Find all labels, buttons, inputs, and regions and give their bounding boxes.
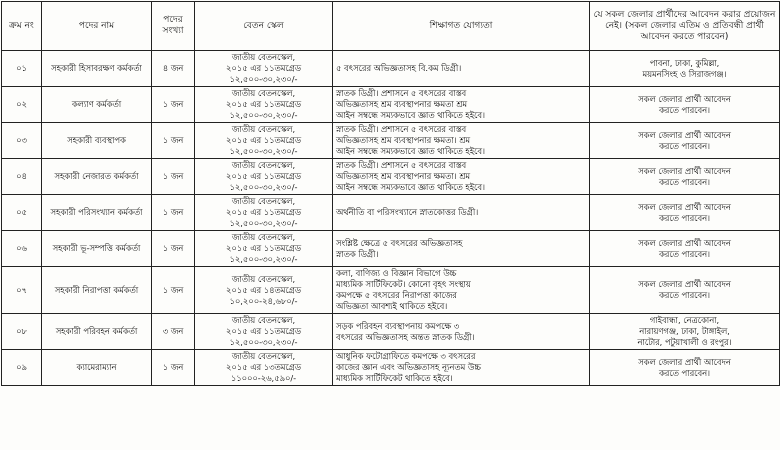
post-count-cell: ১ জন — [152, 267, 195, 314]
post-name-cell: সহকারী পরিবহন কর্মকর্তা — [42, 314, 152, 350]
table-header-row — [2, 2, 780, 51]
qualification-line: আইন সম্বন্ধে সম্যকভাবে জ্ঞাত থাকিতে হইবে। — [336, 110, 485, 120]
scale-line: জাতীয় বেতনস্কেল, — [231, 232, 296, 242]
district-line: করতে পারবেন। — [658, 212, 711, 223]
header-post-name: পদের নাম — [42, 2, 152, 51]
pay-scale-cell — [195, 195, 333, 231]
post-count-cell: ১ জন — [152, 87, 195, 123]
table-row — [2, 195, 780, 231]
scale-line: ২০১৫ এর ১১তমগ্রেড — [226, 326, 301, 336]
pay-scale-cell — [195, 314, 333, 350]
qualification-line: কাজের জ্ঞান এবং অভিজ্ঞতাসহ ন্যূনতম উচ্চ — [336, 362, 481, 372]
pay-scale-cell — [195, 123, 333, 159]
district-line: করতে পারবেন। — [658, 290, 711, 300]
post-name-cell: সহকারী নেজারত কর্মকর্তা — [42, 159, 152, 195]
scale-line: জাতীয় বেতনস্কেল, — [231, 351, 296, 361]
qualification-cell — [333, 159, 590, 195]
post-name-cell: সহকারী হিসাবরক্ষণ কর্মকর্তা — [42, 51, 152, 87]
header-serial: ক্রম নং — [2, 2, 42, 51]
post-count-cell: ৩ জন — [152, 314, 195, 350]
scale-line: ১১০০০-২৬,৫৯০/- — [230, 373, 297, 383]
post-name-cell: কল্যাণ কর্মকর্তা — [42, 87, 152, 123]
scale-line: ২০১৫ এর ১১তমগ্রেড — [226, 243, 301, 253]
qualification-line: স্নাতক ডিগ্রী। প্রশাসনে ৫ বৎসরের বাস্তব — [336, 160, 467, 170]
district-line: নারায়ণগঞ্জ, ঢাকা, টাঙ্গাইল, — [639, 326, 730, 336]
district-cell — [590, 267, 780, 314]
table-row — [2, 314, 780, 350]
scale-line: জাতীয় বেতনস্কেল, — [231, 88, 296, 98]
pay-scale-cell — [195, 159, 333, 195]
scale-line: ১২,৫০০-৩০,২৩০/- — [229, 110, 298, 120]
qualification-line: অভিজ্ঞতা আবশ্যই থাকিতে হইবে। — [336, 301, 448, 311]
district-cell — [590, 51, 780, 87]
serial-cell: ০৩ — [2, 123, 42, 159]
pay-scale-cell — [195, 51, 333, 87]
qualification-line: আধুনিক ফটোগ্রাফিতে কমপক্ষে ৩ বৎসরের — [336, 351, 476, 361]
scale-line: জাতীয় বেতনস্কেল, — [231, 160, 296, 170]
qualification-line: বৎসরের অভিজ্ঞতাসহ অন্তত স্নাতক ডিগ্রী। — [336, 331, 475, 342]
district-cell — [590, 231, 780, 267]
serial-cell: ০৬ — [2, 231, 42, 267]
qualification-line: কলা, বাণিজ্য ও বিজ্ঞান বিভাগে উচ্চ — [336, 268, 457, 278]
qualification-line: অর্থনীতি বা পরিসংখ্যানে স্নাতকোত্তর ডিগ্রী। — [336, 207, 479, 217]
district-cell — [590, 123, 780, 159]
district-line: করতে পারবেন। — [658, 176, 711, 187]
district-line: করতে পারবেন। — [658, 367, 711, 378]
qualification-line: মাধ্যমিক সার্টিফিকেট থাকিতে হইবে। — [336, 373, 453, 383]
scale-line: জাতীয় বেতনস্কেল, — [231, 52, 296, 62]
district-cell — [590, 314, 780, 350]
district-line: সকল জেলার প্রার্থী আবেদন — [638, 356, 731, 367]
district-line: সকল জেলার প্রার্থী আবেদন — [638, 129, 731, 140]
district-line: করতে পারবেন। — [658, 248, 711, 259]
scale-line: ২০১৫ এর ১১তমগ্রেড — [226, 99, 301, 109]
scale-line: ১২,৫০০-৩০,২৩০/- — [229, 146, 298, 156]
qualification-line: স্নাতক ডিগ্রী। — [336, 248, 379, 259]
district-line: সকল জেলার প্রার্থী আবেদন — [638, 165, 731, 176]
post-count-cell: ১ জন — [152, 195, 195, 231]
post-name-cell: সহকারী ভূ-সম্পত্তি কর্মকর্তা — [42, 231, 152, 267]
qualification-line: স্নাতক ডিগ্রী। প্রশাসনে ৫ বৎসরের বাস্তব — [336, 88, 467, 98]
scale-line: ১২,৫০০-৩০,২৩০/- — [229, 254, 298, 264]
district-line: করতে পারবেন। — [658, 140, 711, 151]
table-row — [2, 267, 780, 314]
header-district-restriction: যে সকল জেলার প্রার্থীদের আবেদন করার প্রয়োজন নেই। (সকল জেলার এতিম ও প্রতিবন্ধী প্রার্থী আবেদন করতে পারবেন) — [590, 2, 780, 51]
post-count-cell: ১ জন — [152, 123, 195, 159]
district-line: নাটোর, পটুয়াখালী ও রংপুর। — [637, 337, 732, 347]
post-name-cell: সহকারী নিরাপত্তা কর্মকর্তা — [42, 267, 152, 314]
table-row — [2, 87, 780, 123]
serial-cell: ০১ — [2, 51, 42, 87]
scale-line: ২০১৫ এর ১১তমগ্রেড — [226, 63, 301, 73]
qualification-line: আইন সম্বন্ধে সম্যকভাবে জ্ঞাত থাকিতে হইবে। — [336, 146, 485, 156]
table-row — [2, 159, 780, 195]
post-count-cell: ১ জন — [152, 159, 195, 195]
qualification-cell — [333, 195, 590, 231]
qualification-line: আইন সম্বন্ধে সম্যকভাবে জ্ঞাত থাকিতে হইবে। — [336, 182, 485, 192]
serial-cell: ০৯ — [2, 350, 42, 386]
post-name-cell: সহকারী পরিসংখ্যান কর্মকর্তা — [42, 195, 152, 231]
serial-cell: ০৮ — [2, 314, 42, 350]
scale-line: ১২,৫০০-৩০,২৩০/- — [229, 74, 298, 84]
serial-cell: ০৭ — [2, 267, 42, 314]
qualification-cell — [333, 123, 590, 159]
qualification-line: অভিজ্ঞতাসহ শ্রম ব্যবস্থাপনার ক্ষমতা শ্রম — [336, 99, 468, 109]
scale-line: ২০১৫ এর ১১তমগ্রেড — [226, 207, 301, 217]
district-line: সকল জেলার প্রার্থী আবেদন — [638, 93, 731, 104]
scale-line: জাতীয় বেতনস্কেল, — [231, 124, 296, 134]
qualification-cell — [333, 267, 590, 314]
district-line: করতে পারবেন। — [658, 104, 711, 115]
post-name-cell: সহকারী ব্যবস্থাপক — [42, 123, 152, 159]
table-row — [2, 123, 780, 159]
district-cell — [590, 159, 780, 195]
district-cell — [590, 87, 780, 123]
scale-line: জাতীয় বেতনস্কেল, — [231, 315, 296, 325]
qualification-line: ৫ বৎসরের অভিজ্ঞতাসহ বি.কম ডিগ্রী। — [336, 63, 462, 73]
qualification-cell — [333, 231, 590, 267]
header-pay-scale: বেতন স্কেল — [195, 2, 333, 51]
scale-line: ২০১৫ এর ১৪তমগ্রেড — [226, 284, 301, 295]
scale-line: ২০১৫ এর ১১তমগ্রেড — [226, 135, 301, 145]
qualification-cell — [333, 87, 590, 123]
scale-line: ১০,২০০-২৪,৬৮০/- — [229, 295, 298, 306]
post-count-cell: ১ জন — [152, 350, 195, 386]
scale-line: জাতীয় বেতনস্কেল, — [231, 273, 296, 284]
district-cell — [590, 195, 780, 231]
district-line: পাবনা, ঢাকা, কুমিল্লা, — [649, 57, 720, 68]
serial-cell: ০৫ — [2, 195, 42, 231]
scale-line: ২০১৫ এর ১৩তমগ্রেড — [226, 362, 301, 372]
header-post-count: পদের সংখ্যা — [152, 2, 195, 51]
qualification-line: অভিজ্ঞতাসহ শ্রম ব্যবস্থাপনার ক্ষমতা। শ্রম — [336, 171, 470, 181]
qualification-line: সংশ্লিষ্ট ক্ষেত্রে ৫ বৎসরের অভিজ্ঞতাসহ — [336, 237, 463, 248]
qualification-line: মাধ্যমিক সার্টিফিকেট। কোনো বৃহৎ সংস্থায় — [336, 279, 471, 289]
scale-line: ১২,৫০০-৩০,২৩০/- — [229, 182, 298, 192]
post-count-cell: ১ জন — [152, 231, 195, 267]
district-line: সকল জেলার প্রার্থী আবেদন — [638, 279, 731, 289]
scale-line: ১২,৫০০-৩০,২৩০/- — [229, 218, 298, 228]
district-line: সকল জেলার প্রার্থী আবেদন — [638, 201, 731, 212]
pay-scale-cell — [195, 350, 333, 386]
pay-scale-cell — [195, 231, 333, 267]
district-line: গাইবান্ধা, নেত্রকোনা, — [649, 315, 720, 325]
scale-line: ১২,৫০০-৩০,২৩০/- — [229, 337, 298, 347]
header-qualification: শিক্ষাগত যোগ্যতা — [333, 2, 590, 51]
scale-line: ২০১৫ এর ১১তমগ্রেড — [226, 171, 301, 181]
post-name-cell: ক্যামেরাম্যান — [42, 350, 152, 386]
qualification-line: কমপক্ষে ৫ বৎসরের নিরাপত্তা কাজের — [336, 290, 457, 300]
serial-cell: ০২ — [2, 87, 42, 123]
table-row — [2, 350, 780, 386]
vacancy-table — [1, 1, 780, 386]
qualification-cell — [333, 350, 590, 386]
post-count-cell: ৪ জন — [152, 51, 195, 87]
pay-scale-cell — [195, 267, 333, 314]
qualification-cell — [333, 51, 590, 87]
qualification-line: স্নাতক ডিগ্রী। প্রশাসনে ৫ বৎসরের বাস্তব — [336, 124, 467, 134]
district-line: ময়মনসিংহ ও সিরাজগঞ্জ। — [642, 68, 727, 79]
district-line: সকল জেলার প্রার্থী আবেদন — [638, 237, 731, 248]
district-cell — [590, 350, 780, 386]
pay-scale-cell — [195, 87, 333, 123]
scale-line: জাতীয় বেতনস্কেল, — [231, 196, 296, 206]
table-row — [2, 51, 780, 87]
table-row — [2, 231, 780, 267]
qualification-cell — [333, 314, 590, 350]
serial-cell: ০৪ — [2, 159, 42, 195]
qualification-line: অভিজ্ঞতাসহ শ্রম ব্যবস্থাপনার ক্ষমতা। শ্রম — [336, 135, 470, 145]
qualification-line: সড়ক পরিবহন ব্যবস্থাপনায় কমপক্ষে ৩ — [336, 320, 460, 331]
